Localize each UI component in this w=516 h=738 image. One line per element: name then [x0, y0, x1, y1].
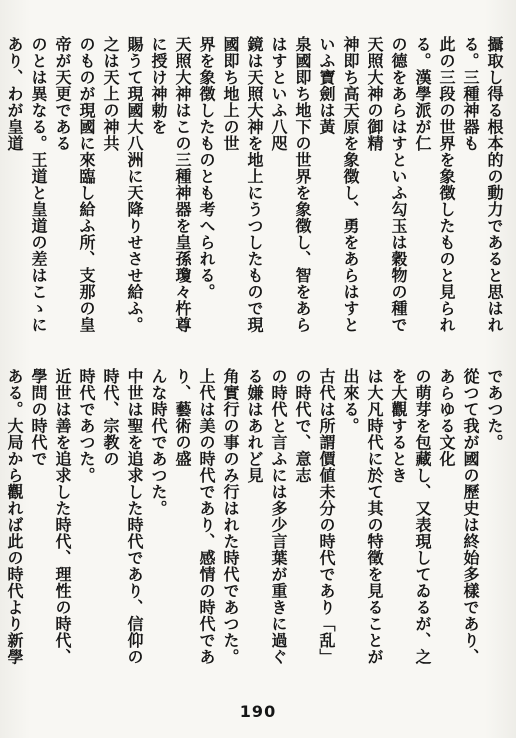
paragraph: 天照大神はこの三種神器を皇孫瓊々杵尊に授け神勅を 賜うて現國大八洲に天降りせさせ給ふ。之は天上の神共 のものが現國に來臨し給ふ所、支那の皇帝が天更である のとは異なる。王道と皇道の差はこゝにあり、わが皇道 — [5, 36, 192, 333]
paragraph: 上代は美の時代であり、感情の時代であり、藝術の盛 んな時代であつた。 — [149, 368, 216, 665]
upper-text-block — [5, 36, 506, 346]
paragraph: 古代は所謂價値未分の時代であり「乱」の時代で、意志 の時代と言ふには多少言葉が重きに過ぐる嫌はあれど見 角實行の事のみ行はれた時代であつた。 — [221, 368, 336, 665]
paragraph: 中世は聖を追求した時代であり、信仰の時代、宗教の 時代であつた。 — [77, 368, 144, 665]
paragraph: 攝取し得る根本的の動力であると思はれる。三種神器も 此の三段の世界を象徴したものと見られる。漢學派が仁 の德をあらはすといふ勾玉は穀物の種で天照大神の御精 神即ち高天原を象徴し、勇をあらはすといふ寶劍は黃 泉國即ち地下の世界を象徴し、智をあらはすといふ八咫 鏡は天照大神を地上にうつしたもので現國即ち地上の世 界を象徴したものとも考へられる。 — [197, 36, 504, 333]
paragraph: であつた。 — [485, 368, 504, 451]
paragraph: 從つて我が國の歷史は終始多樣であり、あらゆる文化 の萌芽を包藏し、又表現してゐるが、之を大觀するとき は大凡時代に於て其の特徵を見ることが出來る。 — [341, 368, 480, 665]
lower-text-block — [5, 368, 506, 676]
page-number: 190 — [239, 702, 277, 721]
paragraph: 近世は善を追求した時代、理性の時代、學問の時代で ある。大局から觀れば此の時代より新學 — [5, 368, 72, 665]
